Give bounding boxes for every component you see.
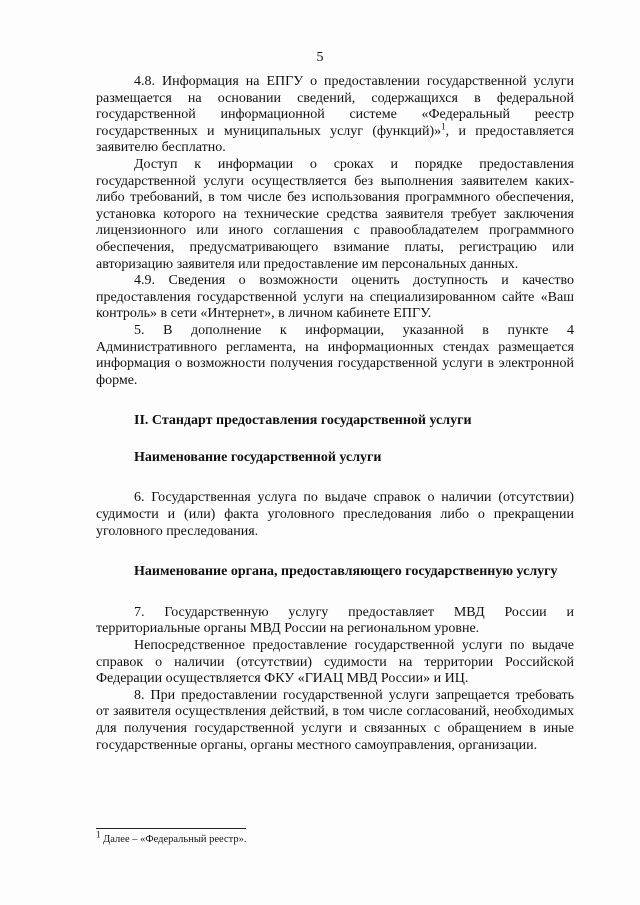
section-title: II. Стандарт предоставления государственной услуги [134, 413, 472, 429]
paragraph-direct-provision: Непосредственное предоставление государственной услуги по выдаче справок о наличии (отсутствии) судимости на территории Российской Федерации осуществляется ФКУ «ГИАЦ МВД России» и ИЦ. [96, 638, 574, 687]
footnote-divider [96, 828, 246, 829]
heading-authority: Наименование органа, предоставляющего государственную услугу [134, 564, 558, 580]
paragraph-5: 5. В дополнение к информации, указанной в пункте 4 Административного регламента, на информационных стендах размещается информация о возможности получения государственной услуги в электронной форме. [96, 322, 574, 388]
paragraph-4-8: 4.8. Информация на ЕПГУ о предоставлении государственной услуги размещается на основании сведений, содержащихся в федеральной государственной информационной системе «Федеральный реестр государственных и муниципальных услуг (функций)»$^1$, и предоставляется заявителю бесплатно. [96, 74, 575, 156]
page-number: 5 [316, 50, 324, 65]
footnote-ref: 1 [441, 121, 446, 132]
paragraph-access: Доступ к информации о сроках и порядке предоставления государственной услуги осуществляется без выполнения заявителем каких-либо требований, в том числе без использования программного обеспечения, установка которого на технические средства заявителя требует заключения лицензионного или иного соглашения с правообладателем программного обеспечения, предусматривающего взимание платы, регистрацию или авторизацию заявителя или предоставление им персональных данных. [96, 156, 574, 272]
heading-service-name: Наименование государственной услуги [134, 449, 382, 465]
paragraph-6: 6. Государственная услуга по выдаче справок о наличии (отсутствии) судимости и (или) факта уголовного преследования либо о прекращении уголовного преследования. [96, 490, 574, 539]
footnote: $^1$ Далее – «Федеральный реестр». [96, 829, 247, 845]
paragraph-7: 7. Государственную услугу предоставляет МВД России и территориальные органы МВД России на региональном уровне. [96, 604, 574, 637]
paragraph-8: 8. При предоставлении государственной услуги запрещается требовать от заявителя осуществления действий, в том числе согласований, необходимых для получения государственной услуги и связанных с обращением в иные государственные органы, органы местного самоуправления, организации. [96, 687, 574, 753]
paragraph-4-9: 4.9. Сведения о возможности оценить доступность и качество предоставления государственной услуги на специализированном сайте «Ваш контроль» в сети «Интернет», в личном кабинете ЕПГУ. [96, 273, 574, 322]
document-body [96, 74, 574, 754]
